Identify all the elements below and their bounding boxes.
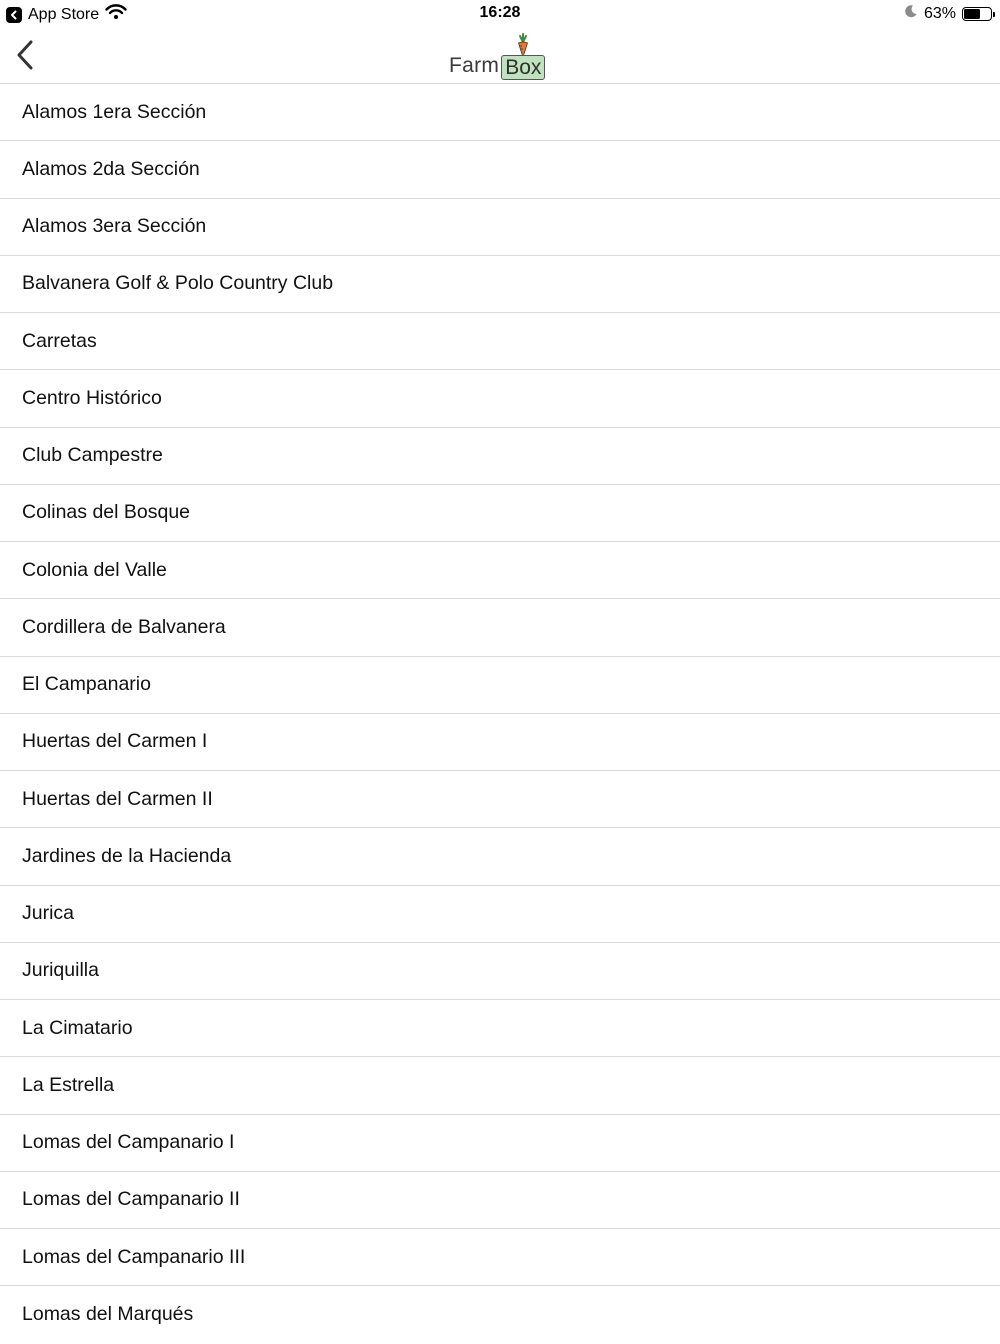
farmbox-logo [449, 32, 551, 80]
list-item[interactable] [0, 1057, 1000, 1114]
list-item[interactable] [0, 313, 1000, 370]
list-item[interactable] [0, 485, 1000, 542]
list-item[interactable] [0, 84, 1000, 141]
list-item[interactable] [0, 828, 1000, 885]
list-item[interactable] [0, 256, 1000, 313]
list-item-label: Huertas del Carmen I [22, 730, 208, 753]
list-item[interactable] [0, 199, 1000, 256]
list-item[interactable] [0, 599, 1000, 656]
list-item-label: Huertas del Carmen II [22, 787, 213, 810]
battery-level [964, 9, 980, 19]
list-item[interactable] [0, 943, 1000, 1000]
list-item-label: Alamos 2da Sección [22, 157, 200, 180]
list-item[interactable] [0, 1115, 1000, 1172]
battery-icon [962, 7, 992, 21]
list-item-label: Juriquilla [22, 959, 99, 982]
list-item-label: Carretas [22, 329, 97, 352]
list-item-label: La Cimatario [22, 1016, 133, 1039]
list-item[interactable] [0, 1229, 1000, 1286]
list-item-label: Lomas del Campanario III [22, 1245, 246, 1268]
list-item[interactable] [0, 1172, 1000, 1229]
carrot-icon [512, 33, 534, 55]
list-item-label: Club Campestre [22, 444, 163, 467]
list-item[interactable] [0, 542, 1000, 599]
list-item[interactable] [0, 370, 1000, 427]
list-item-label: La Estrella [22, 1073, 115, 1096]
chevron-left-icon [12, 38, 42, 72]
list-item[interactable] [0, 141, 1000, 198]
list-item-label: Alamos 3era Sección [22, 215, 207, 238]
list-item[interactable] [0, 714, 1000, 771]
list-item[interactable] [0, 428, 1000, 485]
neighborhood-list [0, 84, 1000, 1344]
list-item-label: Balvanera Golf & Polo Country Club [22, 272, 334, 295]
status-time: 16:28 [479, 4, 521, 21]
list-item-label: Colinas del Bosque [22, 501, 191, 524]
logo-text-box: Box [501, 55, 545, 80]
list-item[interactable] [0, 886, 1000, 943]
list-item-label: Lomas del Campanario II [22, 1188, 240, 1211]
back-button[interactable] [12, 38, 42, 72]
list-item[interactable] [0, 1286, 1000, 1343]
list-item[interactable] [0, 771, 1000, 828]
list-item-label: Lomas del Campanario I [22, 1131, 235, 1154]
list-item-label: Alamos 1era Sección [22, 100, 207, 123]
list-item-label: Lomas del Marqués [22, 1303, 194, 1326]
battery-percent: 63% [923, 4, 956, 22]
list-item-label: Cordillera de Balvanera [22, 615, 226, 638]
list-item-label: El Campanario [22, 673, 151, 696]
logo-text-farm: Farm [449, 54, 500, 77]
list-item[interactable] [0, 1000, 1000, 1057]
list-item[interactable] [0, 657, 1000, 714]
list-item-label: Colonia del Valle [22, 558, 167, 581]
list-item-label: Jardines de la Hacienda [22, 844, 232, 867]
list-item-label: Centro Histórico [22, 386, 162, 409]
status-bar [0, 0, 1000, 28]
list-item-label: Jurica [22, 902, 75, 925]
navigation-bar [0, 28, 1000, 84]
moon-icon [904, 4, 918, 23]
back-to-app-label: App Store [28, 5, 100, 23]
